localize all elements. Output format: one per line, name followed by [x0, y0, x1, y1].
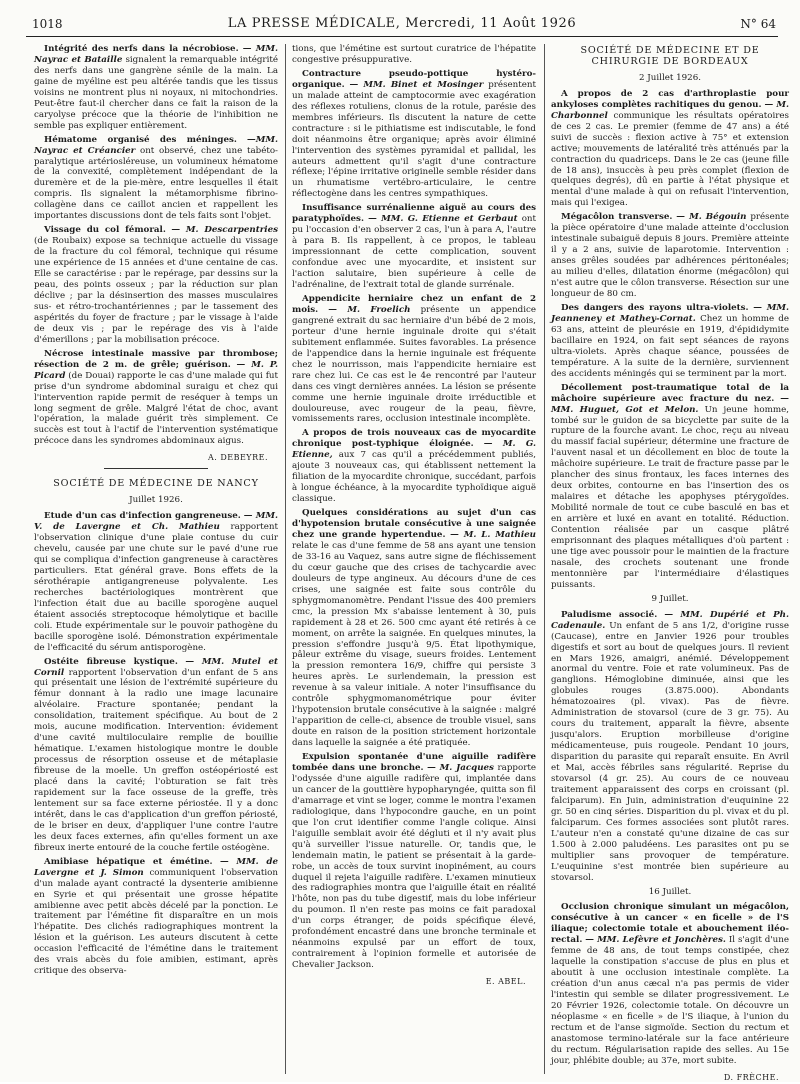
page-number: 1018: [32, 17, 63, 31]
column-2: [285, 44, 536, 1074]
abstract-insuffisance-surrenalienne: Insuffisance surrénalienne aiguë au cours des paratyphoïdes. — MM. G. Etienne et Gerbaut ont pu l'occasion d'en observer 2 cas, l'un à para A, l'autre à para B. Ils rappellent, à ce propos, le tableau impressionnant de cette complication, souvent confondue avec une myocardite, et insistent sur l'action salutaire, bien supérieure à celle de l'adrénaline, de l'extrait total de glande surrénale.: [292, 203, 537, 291]
abstract-hematome-meninges: Hématome organisé des méninges. —MM. Nayrac et Créancier ont observé, chez une tabéto-paralytique artériosléreuse, un volumineux hématome de la convexité, complètement indépendant de la duremère et de la pie-mère, entre lesquelles il était compris. Ils signalent la métamorphisme fibrino-collagène dans ce caillot ancien et rappellent les importantes discussions dont de tels faits sont l'objet.: [34, 134, 278, 222]
signature-freche: D. FRÈCHE.: [723, 1072, 779, 1082]
abstract-occlusion-chronique: Occlusion chronique simulant un mégacôlon, consécutive à un cancer « en ficelle » de l'S iliaque; colectomie totale et abouchement iléo-rectal. — MM. Lefèvre et Jonchères. Il s'agit d'une femme de 48 ans, de tout temps constipée, chez laquelle la constipation s'accuse de plus en plus et aboutit à une occlusion intestinale complète. La création d'un anus cæcal n'a pas permis de vider l'intestin qui semble se dilater progressivement. Le 20 Février 1926, colectomie totale. On découvre un néoplasme « en ficelle » de l'S iliaque, à l'union du rectum et de l'anse sigmoïde. Section du rectum et anastomose termino-latérale sur la face antérieure du rectum. Régularisation rapide des selles. Au 15e jour, phlébite double; au 37e, mort subite.: [551, 902, 790, 1066]
abstract-necrose-intestinale: Nécrose intestinale massive par thrombose; résection de 2 m. de grêle; guérison. — M. P. Picard (de Douai) rapporte le cas d'une malade qui fut prise d'un syndrome abdominal suraigu et chez qui l'intervention rapide permit de reséquer à temps un long segment de grêle. Malgré l'état de choc, avant l'opération, la malade guérit très simplement. Ce succès est tout à l'actif de l'intervention systématique précoce dans les syndromes abdominaux aigus.: [34, 348, 278, 447]
signature-debeyre: A. DEBEYRE.: [207, 453, 268, 463]
issue-number: N° 64: [740, 17, 776, 31]
abstract-appendicite-herniaire: Appendicite herniaire chez un enfant de 2 mois. — M. Froelich présente un appendice gangrené extrait du sac herniaire d'un bébé de 2 mois, porteur d'une hernie inguinale droite qui s'était subitement enflammée. Suites favorables. La présence de l'appendice dans la hernie inguinale est fréquente chez le nourrisson, mais l'appendicite herniaire est rare chez lui. Ce cas est le 4e rencontré par l'auteur dans ces vingt dernières années. La lésion se présente comme une hernie inguinale droite irréductible et douloureuse, avec rougeur de la peau, fièvre, vomissements rares, occlusion intestinale incomplète.: [292, 293, 537, 425]
abstract-paludisme-associe: Paludisme associé. — MM. Dupérié et Ph. Cadenaule. Un enfant de 5 ans 1/2, d'origine russe (Caucase), entre en Janvier 1926 pour troubles digestifs et sort au bout de quelques jours. Il revient en Mars 1926, amaigri, anémié. Développement anormal du ventre. Foie et rate volumineux. Pas de ganglions. Hémoglobine diminuée, ainsi que les globules rouges (3.875.000). Abondants hématozoaires (pl. vivax). Pas de fièvre. Administration de stovarsol (cure de 3 gr. 75). Au cours du traitement, apparaît la fièvre, absente jusqu'alors. Eruption morbilleuse d'origine médicamenteuse, puis rougeole. Pendant 10 jours, disparition du parasite qui reparaît ensuite. En Avril et Mai, accès fébriles sans régularité. Reprise du stovarsol (4 gr. 25). Au cours de ce nouveau traitement apparaissent des corps en croissant (pl. falciparum). En Juin, administration d'euquinine 22 gr. 50 en cinq séries. Disparition du pl. vivax et du pl. falciparum. Ces formes associées sont plutôt rares. L'auteur n'en a constaté qu'une dizaine de cas sur 1.500 à 2.000 paludéens. Les parasites ont pu se multiplier sans provoquer de température. L'euquinine s'est montrée bien supérieure au stovarsol.: [551, 609, 790, 883]
abstract-contracture-pseudo-pottique: Contracture pseudo-pottique hystéro-organique. — MM. Binet et Mosinger présentent un malade atteint de camptocormie avec exagération des réflexes rotuliens, clonus de la rotule, parésie des membres inférieurs. Ils discutent la nature de cette contracture : si le pithiatisme est indiscutable, le fond doit néanmoins être organique; après avoir éliminé l'intervention des systèmes pyramidal et pallidal, les auteurs admettent qu'il s'agit d'une contracture réflexe; l'épine irritative originelle semble résider dans un rhumatisme vertébro-articulaire, le centre réflectogène dans les centres sympathiques.: [292, 68, 536, 200]
continued-text: tions, que l'émétine est surtout curatrice de l'hépatite congestive présuppurative.: [292, 44, 536, 65]
column-1: [34, 44, 278, 1074]
abstract-rayons-ultra-violets: Des dangers des rayons ultra-violets. — MM. Jeanneney et Mathey-Cornat. Chez un homme de 63 ans, atteint de pleurésie en 1919, d'épididymite bacillaire en 1924, on fait sept séances de rayons ultra-violets. Après chaque séance, poussées de température. A la suite de la dernière, surviennent des accidents méningés qui se terminent par la mort.: [551, 302, 789, 379]
abstract-arthroplastie-genou: A propos de 2 cas d'arthroplastie pour ankyloses complètes rachitiques du genou. — M. Charbonnel communique les résultats opératoires de ces 2 cas. Le premier (femme de 47 ans) a été suivi de succès : flexion active à 75° et extension active; mouvements de latéralité très atténués par la contraction du quadriceps. Dans le 2e cas (jeune fille de 18 ans), insuccès à peu près complet (flexion de quelques degrés), dû en partie à l'état physique et mental d'une malade à qui on refusait l'intervention, mais qui l'exigea.: [551, 88, 789, 209]
journal-title: LA PRESSE MÉDICALE, Mercredi, 11 Août 1926: [227, 16, 577, 31]
session-date: Juillet 1926.: [129, 495, 183, 506]
abstract-hypotension-saignee: Quelques considérations au sujet d'un cas d'hypotension brutale consécutive à une saignée chez une grande hypertendue. — M. L. Mathieu relate le cas d'une femme de 58 ans ayant une tension de 33-16 au Vaquez, sans autre signe de fléchissement du cœur gauche que des crises de tachycardie avec douleurs de type angineux. Au décours d'une de ces crises, une saignée est faite sous contrôle du sphygmomanomètre. Pendant l'issue des 400 premiers cmc, la pression Mx s'abaisse lentement à 30, puis rapidement à 28 et 26. 500 cmc ayant été retirés à ce moment, on arrête la saignée. En quelques minutes, la pression s'effondre jusqu'à 9/5. État lipothymique, pâleur extrême du visage, sueurs froides. Lentement la pression remontera 16/9, chiffre qui persiste 3 heures après. Le surlendemain, la pression est revenue à sa valeur initiale. A noter l'insuffisance du contrôle sphygmomanométrique pour éviter l'hypotension brutale consécutive à la saignée : malgré l'apparition de celle-ci, absence de trouble visuel, sans doute en raison de la position strictement horizontale dans laquelle la saignée a été pratiquée.: [292, 508, 536, 749]
society-title-bordeaux: SOCIÉTÉ DE MÉDECINE ET DE CHIRURGIE DE BORDEAUX: [580, 45, 760, 67]
section-divider: [104, 468, 208, 469]
abstract-nerfs-necrobiose: Intégrité des nerfs dans la nécrobiose. — MM. Nayrac et Bataille signalent la remarquable intégrité des nerfs dans une gangrène sénile de la main. La gaine de myéline est peu altérée tandis que les tissus voisins ne montrent plus ni noyaux, ni mitochondries. Peut-être faut-il chercher dans ce fait la raison de la caryolyse précoce que la théorie de l'inhibition ne semble pas expliquer entièrement.: [34, 44, 278, 131]
session-date-2-juillet: 2 Juillet 1926.: [639, 72, 701, 83]
abstract-vissage-col-femoral: Vissage du col fémoral. — M. Descarpentries (de Roubaix) expose sa technique actuelle du vissage de la fracture du col fémoral, technique qui résume une expérience de 15 années et d'une centaine de cas. Elle se caractérise : par le repérage, par dessins sur la peau, des points osseux ; par la réduction sur plan déclive ; par la désinsertion des masses musculaires sus- et rétro-trochantériennes ; par le tassement des aspérités du foyer de fracture ; par le vissage à l'aide de deux vis ; par le repérage des vis à l'aide d'émerillons ; par la mobilisation précoce.: [34, 225, 279, 345]
abstract-aiguille-radifere: Expulsion spontanée d'une aiguille radifère tombée dans une bronche. — M. Jacques rapporte l'odyssée d'une aiguille radifère qui, implantée dans un cancer de la gouttière hypopharyngée, quitta son fil d'amarrage et vint se loger, comme le montra l'examen radiologique, dans l'hypocondre gauche, en un point que l'on crut identifier comme l'angle colique. Ainsi l'aiguille semblait avoir été dégluti et il n'y avait plus qu'à surveiller l'issue naturelle. Or, tandis que, le lendemain matin, le patient se présentait à la garde-robe, un accès de toux survint inopinément, au cours duquel il rejeta l'aiguille radifère. L'examen minutieux des radiographies montra que l'aiguille était en réalité l'hôte, non pas du tube digestif, mais du lobe inférieur du poumon. Il n'en reste pas moins ce fait paradoxal d'un corps étranger, de poids spécifique élevé, profondément encastré dans une bronche terminale et néanmoins expulsé par un effort de toux, contrairement à l'opinion formelle et autorisée de Chevalier Jackson.: [292, 752, 536, 971]
abstract-myocardite-chronique: A propos de trois nouveaux cas de myocardite chronique post-typhique éloignée. — M. G. Etienne, aux 7 cas qu'il a précédemment publiés, ajoute 3 nouveaux cas, qui établissent nettement la filiation de la myocardite chronique, succédant, parfois à longue échéance, à la myocardite typhoïdique aiguë classique.: [292, 428, 536, 505]
column-3: [544, 44, 790, 1082]
abstract-infection-gangreneuse: Etude d'un cas d'infection gangreneuse. — MM. V. de Lavergne et Ch. Mathieu rapportent l'observation clinique d'une plaie contuse du cuir chevelu, causée par une chute sur le pavé d'une rue qui se compliqua d'infection gangreneuse à caractères particuliers. Etat général grave. Bons effets de la sérothérapie antigangreneuse polyvalente. Les recherches bactériologiques montrèrent que l'infection était due au bacille sporogène auquel étaient associés streptocoque hémolytique et bacille coli. Etude expérimentale sur le pouvoir pathogène du bacille sporogène isolé. Démonstration expérimentale de l'efficacité du sérum antisporogène.: [34, 511, 279, 653]
page-header: [26, 14, 778, 37]
abstract-amibiase-hepatique: Amibiase hépatique et émétine. — MM. de Lavergne et J. Simon communiquent l'observation d'un malade ayant contracté la dysenterie amibienne en Syrie et qui présentait une grosse hépatite amibienne avec petit abcès décelé par la ponction. Le traitement par l'émétine fit disparaître en un mois l'hépatite. Des clichés radiographiques montrent la lésion et la guérison. Les auteurs discutent à cette occasion l'efficacité de l'émétine dans le traitement des vrais abcès du foie amibien, estimant, après critique des observa-: [34, 856, 278, 977]
society-title-nancy: SOCIÉTÉ DE MÉDECINE DE NANCY: [53, 478, 259, 490]
signature-abel: E. ABEL.: [485, 977, 526, 987]
session-date-9-juillet: 9 Juillet.: [651, 593, 689, 604]
abstract-decollement-machoire: Décollement post-traumatique total de la mâchoire supérieure avec fracture du nez. — MM. Huguet, Got et Melon. Un jeune homme, tombé sur le guidon de sa bicyclette par suite de la rupture de la fourche avant. Le choc, reçu au niveau du massif facial supérieur, détermine une fracture de l'auvent nasal et un décollement en bloc de toute la mâchoire supérieure. Le trait de fracture passe par le plancher des sinus frontaux, les faces internes des deux orbites, contourne en bas l'insertion des os malaires et détache les apophyses ptérygoïdes. Mobilité normale de tout ce cube basculé en bas et en arrière et luxé en avant en totalité. Réduction. Contention réalisée par un casque plâtré emprisonnant des plaques métalliques d'où partent : une tige avec poussoir pour le maintien de la fracture nasale, des crochets soutenant une fronde mentonnière par l'intermédiaire d'élastiques puissants.: [551, 382, 790, 590]
abstract-megacolon-transverse: Mégacôlon transverse. — M. Bégouin présente la pièce opératoire d'une malade atteinte d'occlusion intestinale subaiguë depuis 8 jours. Première atteinte il y a 2 ans, suivie de laparotomie. Intervention : anses grêles soudées par adhérences péritonéales; au milieu d'elles, dilatation énorme (mégacôlon) qui n'est autre que le côlon transverse. Résection sur une longueur de 80 cm.: [551, 212, 789, 300]
abstract-osteite-fibreuse: Ostéite fibreuse kystique. — MM. Mutel et Cornil rapportent l'observation d'un enfant de 5 ans qui présentait une lésion de l'extrémité supérieure du fémur donnant à la radio une image lacunaire alvéolaire. Fracture spontanée; pendant la consolidation, traitement spécifique. Au bout de 2 mois, aucune modification. Intervention: évidement d'une cavité multiloculaire remplie de bouillie hématique. L'examen histologique montre le double processus de résorption osseuse et de métaplasie fibreuse de la moelle. Un greffon ostéopériosté est placé dans la cavité; l'obturation se fait très rapidement sur la face osseuse de la greffe, très lentement sur sa face externe périostée. Il y a donc intérêt, dans le cas d'application d'un greffon périosté, de le briser en deux, d'appliquer l'une contre l'autre les deux faces externes, afin qu'elles forment un axe fibreux inerte entouré de la couche fertile ostéogène.: [34, 656, 279, 853]
session-date-16-juillet: 16 Juillet.: [648, 886, 692, 897]
